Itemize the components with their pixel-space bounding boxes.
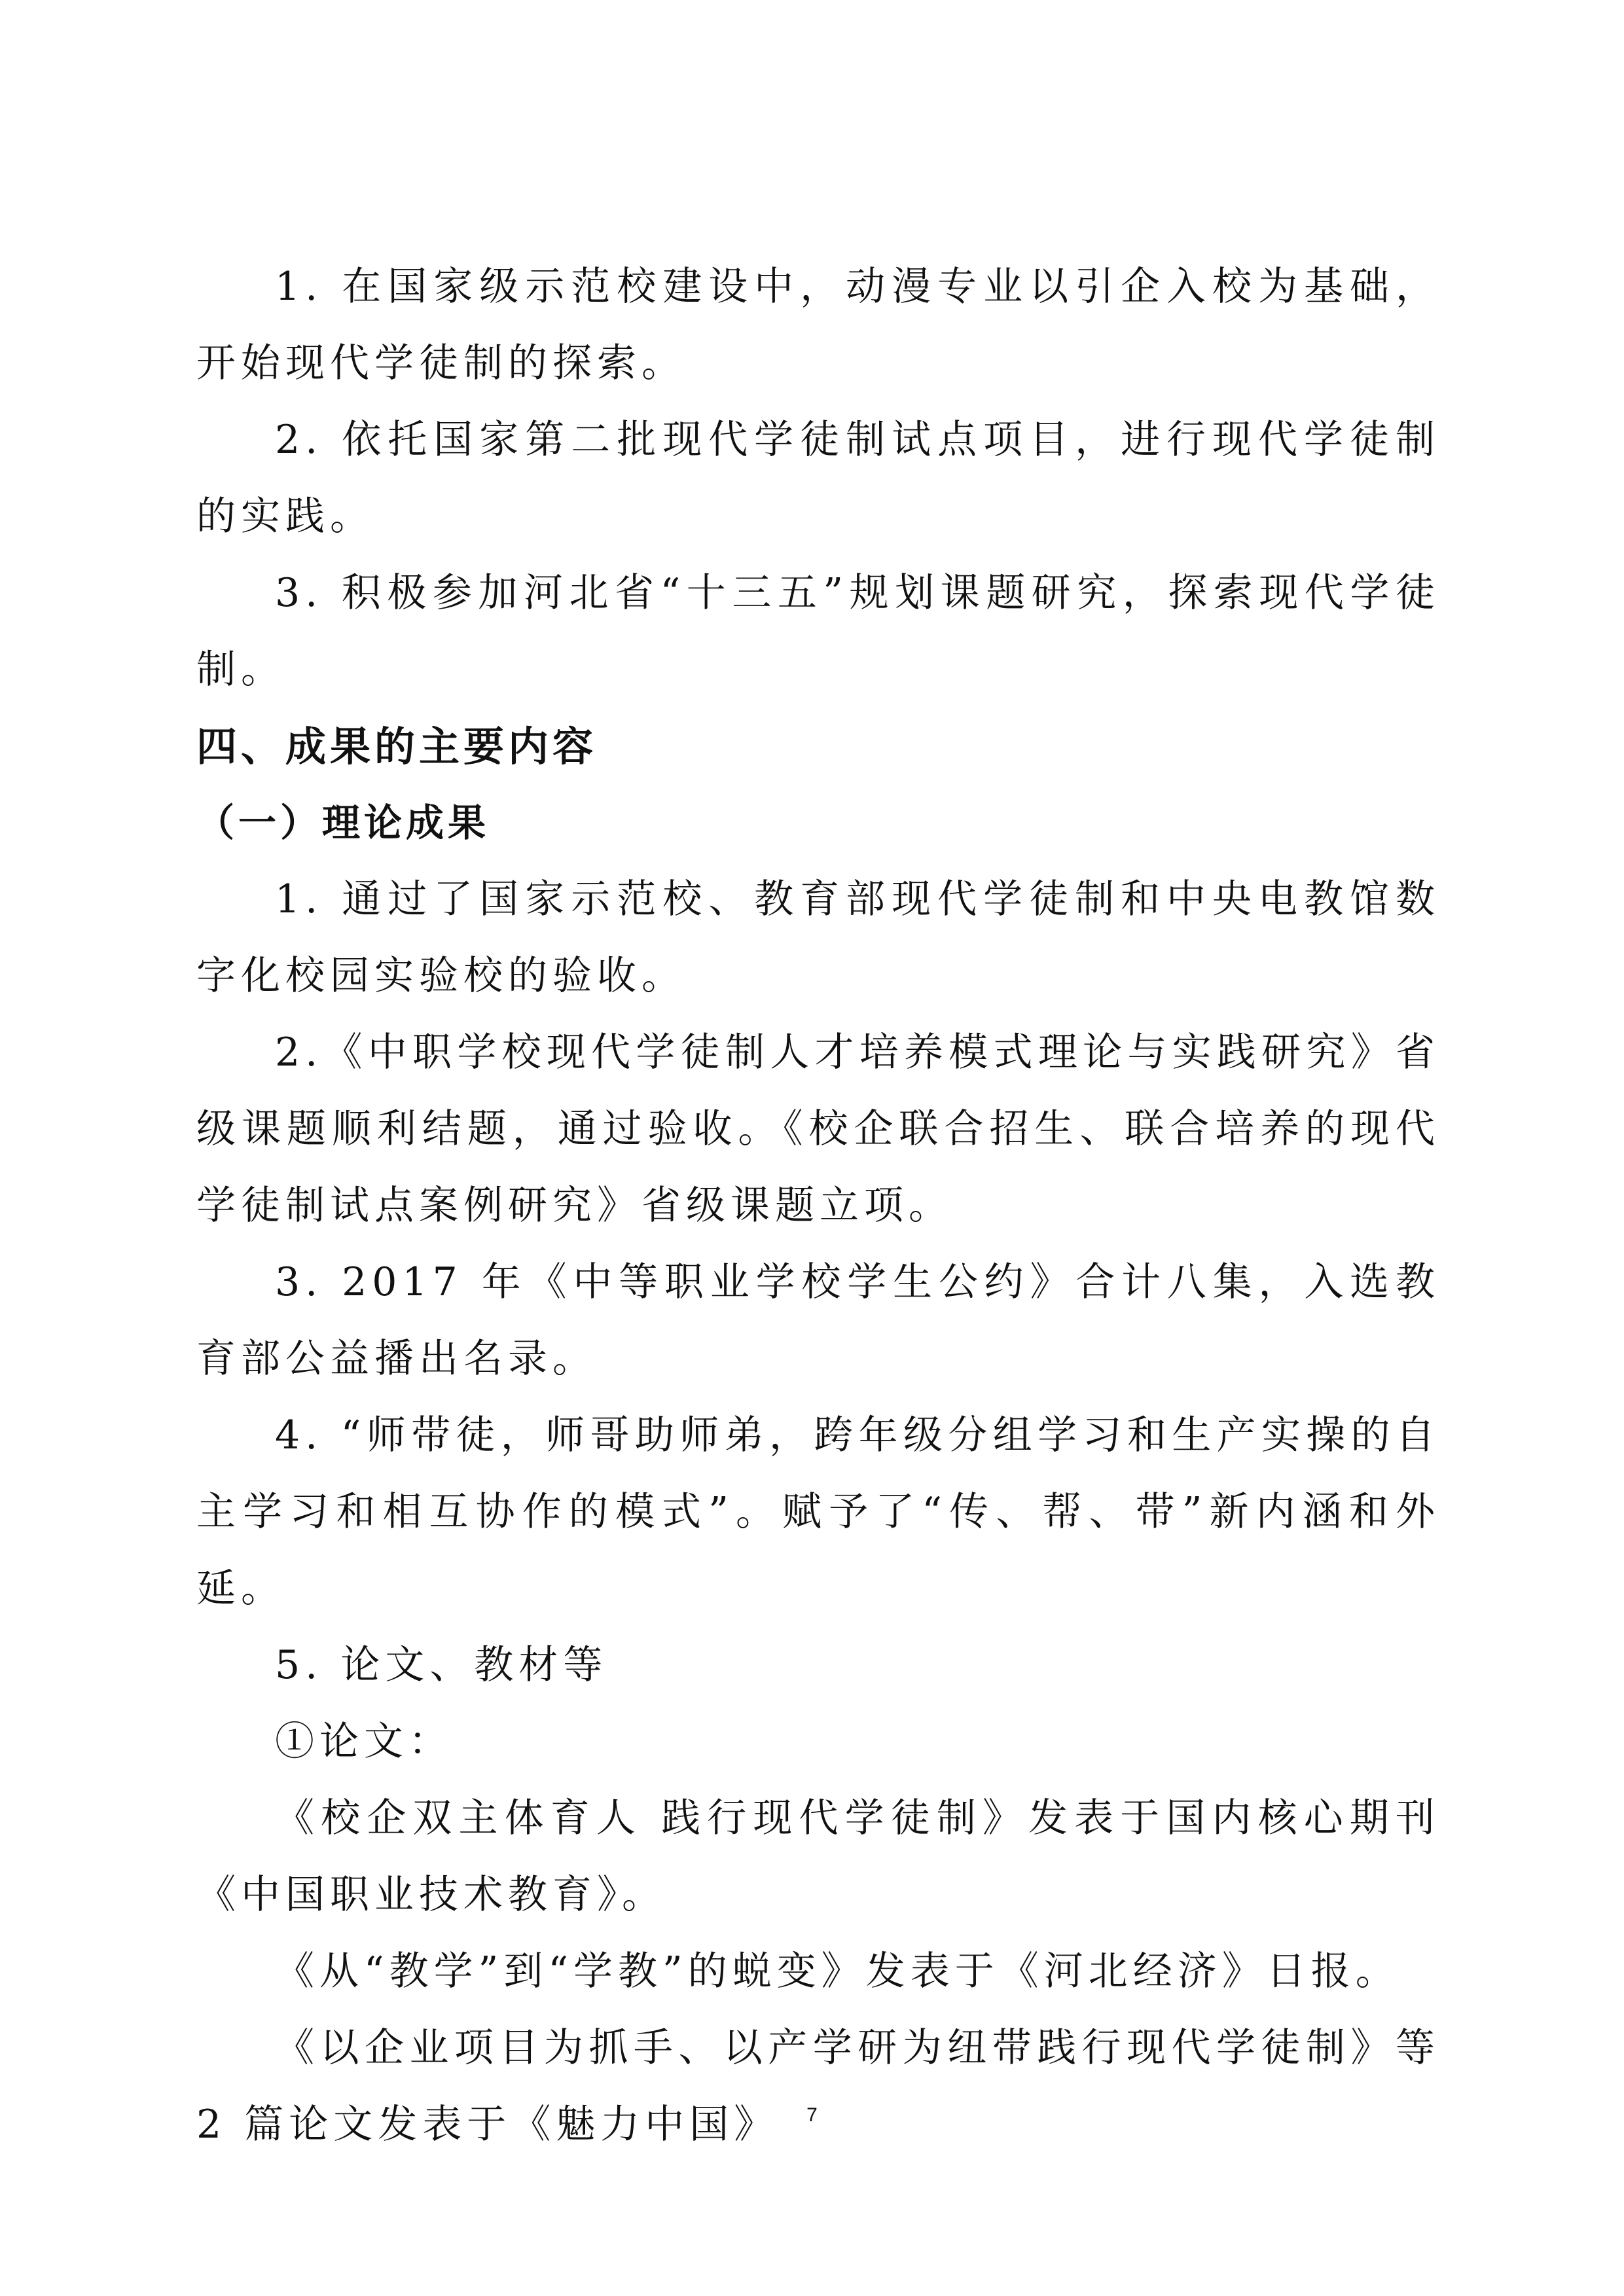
page-number: 7 xyxy=(806,2104,818,2126)
paragraph-student-convention: 3. 2017 年《中等职业学校学生公约》合计八集，入选教育部公益播出名录。 xyxy=(196,1259,1440,1382)
paragraph-pilot-project: 2. 依托国家第二批现代学徒制试点项目，进行现代学徒制的实践。 xyxy=(196,417,1440,539)
paragraph-provincial-research: 3. 积极参加河北省“十三五”规划课题研究，探索现代学徒制。 xyxy=(196,570,1440,692)
paragraph-mentoring-model: 4. “师带徒，师哥助师弟，跨年级分组学习和生产实操的自主学习和相互协作的模式”。赋予了“传、帮、带”新内涵和外延。 xyxy=(196,1412,1440,1611)
paragraph-paper-charm-china: 《以企业项目为抓手、以产学研为纽带践行现代学徒制》等 2 篇论文发表于《魅力中国》 xyxy=(196,2025,1440,2147)
paragraph-paper-hebei-economy: 《从“教学”到“学教”的蜕变》发表于《河北经济》日报。 xyxy=(275,1948,1400,1994)
section-heading: 四、成果的主要内容 xyxy=(196,723,598,770)
subsection-heading: （一）理论成果 xyxy=(196,800,490,845)
paragraph-acceptance: 1. 通过了国家示范校、教育部现代学徒制和中央电教馆数字化校园实验校的验收。 xyxy=(196,876,1440,999)
paragraph-provincial-topics: 2.《中职学校现代学徒制人才培养模式理论与实践研究》省级课题顺利结题，通过验收。《校企联合招生、联合培养的现代学徒制试点案例研究》省级课题立项。 xyxy=(196,1030,1440,1229)
paragraph-papers-label: ①论文： xyxy=(275,1719,453,1765)
paragraph-paper-core-journal: 《校企双主体育人 践行现代学徒制》发表于国内核心期刊《中国职业技术教育》。 xyxy=(196,1795,1440,1918)
document-body xyxy=(196,249,1440,2163)
paragraph-demo-school: 1. 在国家级示范校建设中，动漫专业以引企入校为基础，开始现代学徒制的探索。 xyxy=(196,264,1440,386)
paragraph-papers-textbooks: 5. 论文、教材等 xyxy=(275,1642,608,1688)
